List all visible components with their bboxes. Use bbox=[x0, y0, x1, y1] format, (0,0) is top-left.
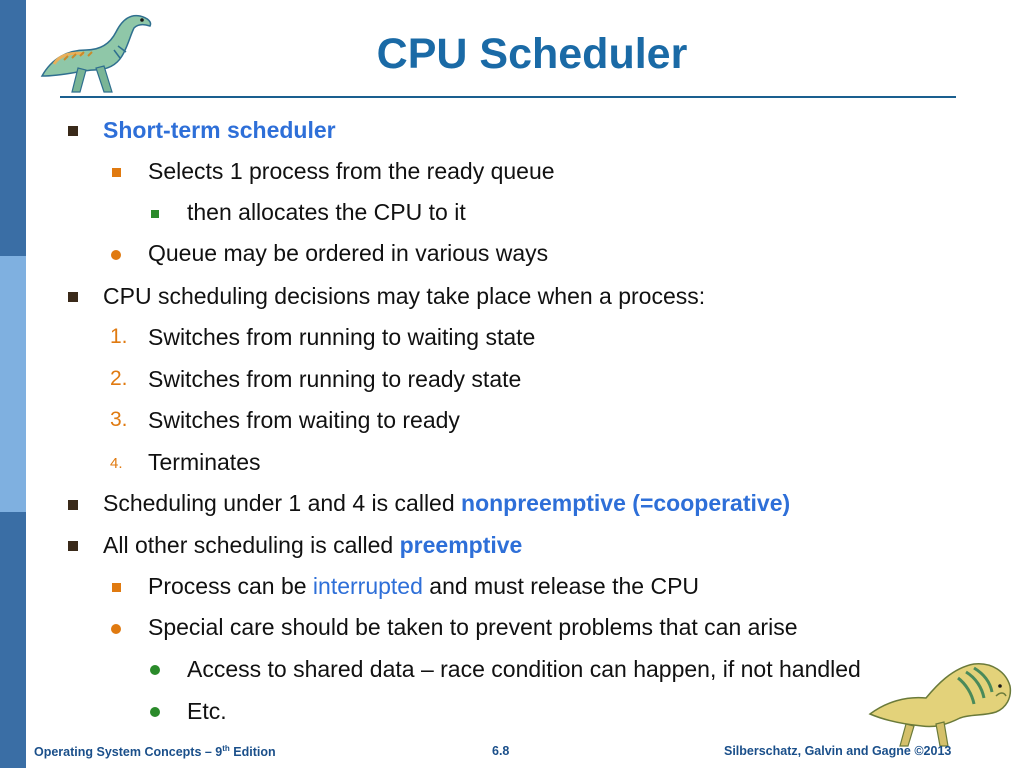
bullet-nonpreemptive bbox=[103, 489, 790, 517]
dinosaur-logo-bottom bbox=[866, 656, 1016, 750]
bullet-text: Scheduling under 1 and 4 is called bbox=[103, 490, 462, 516]
term-interrupted: interrupted bbox=[312, 573, 423, 599]
term-preemptive: preemptive bbox=[399, 532, 523, 558]
bullet-square-marker bbox=[151, 210, 159, 218]
bullet-allocates-cpu: then allocates the CPU to it bbox=[187, 199, 466, 225]
slide-title: CPU Scheduler bbox=[376, 30, 688, 78]
bullet-preemptive bbox=[103, 531, 522, 559]
numbered-item-terminates: Terminates bbox=[148, 449, 261, 475]
footer-title-sup: th bbox=[222, 744, 230, 753]
bullet-queue-ordered: Queue may be ordered in various ways bbox=[148, 240, 549, 266]
bullet-dot-marker bbox=[111, 624, 121, 634]
bullet-text: and must release the CPU bbox=[422, 573, 700, 599]
bullet-dot-marker bbox=[111, 250, 121, 260]
list-number: 4. bbox=[110, 455, 123, 472]
numbered-item-running-ready: Switches from running to ready state bbox=[148, 366, 522, 392]
sidebar-bottom-segment bbox=[0, 512, 26, 768]
dinosaur-logo-top bbox=[34, 6, 156, 96]
bullet-square-marker bbox=[68, 541, 78, 551]
footer-title-text: Operating System Concepts – 9 bbox=[34, 745, 223, 760]
bullet-interrupted bbox=[148, 572, 699, 600]
list-number: 2. bbox=[110, 367, 128, 390]
sidebar-highlight-segment bbox=[0, 256, 26, 512]
bullet-shared-data: Access to shared data – race condition can happen, if not handled bbox=[187, 656, 861, 682]
footer-authors: Silberschatz, Galvin and Gagne ©2013 bbox=[724, 744, 952, 758]
bullet-text: Process can be bbox=[148, 573, 313, 599]
bullet-text: All other scheduling is called bbox=[103, 532, 400, 558]
bullet-special-care: Special care should be taken to prevent problems that can arise bbox=[148, 614, 798, 640]
bullet-square-marker bbox=[68, 292, 78, 302]
bullet-square-marker bbox=[112, 168, 121, 177]
bullet-dot-marker bbox=[150, 665, 160, 675]
term-nonpreemptive: nonpreemptive (=cooperative) bbox=[461, 490, 791, 516]
footer-page-number: 6.8 bbox=[492, 744, 510, 758]
bullet-etc: Etc. bbox=[187, 698, 227, 724]
bullet-selects-process: Selects 1 process from the ready queue bbox=[148, 158, 555, 184]
bullet-square-marker bbox=[68, 126, 78, 136]
title-divider bbox=[60, 96, 956, 98]
numbered-item-waiting-ready: Switches from waiting to ready bbox=[148, 407, 460, 433]
list-number: 3. bbox=[110, 408, 128, 431]
bullet-square-marker bbox=[112, 583, 121, 592]
bullet-square-marker bbox=[68, 500, 78, 510]
numbered-item-running-waiting: Switches from running to waiting state bbox=[148, 324, 536, 350]
bullet-dot-marker bbox=[150, 707, 160, 717]
footer-book-title bbox=[34, 744, 276, 759]
list-number: 1. bbox=[110, 325, 128, 348]
bullet-short-term-scheduler: Short-term scheduler bbox=[103, 117, 336, 143]
left-sidebar-bar bbox=[0, 0, 26, 768]
footer-title-suffix: Edition bbox=[229, 745, 276, 760]
bullet-cpu-decisions: CPU scheduling decisions may take place when a process: bbox=[103, 283, 706, 309]
